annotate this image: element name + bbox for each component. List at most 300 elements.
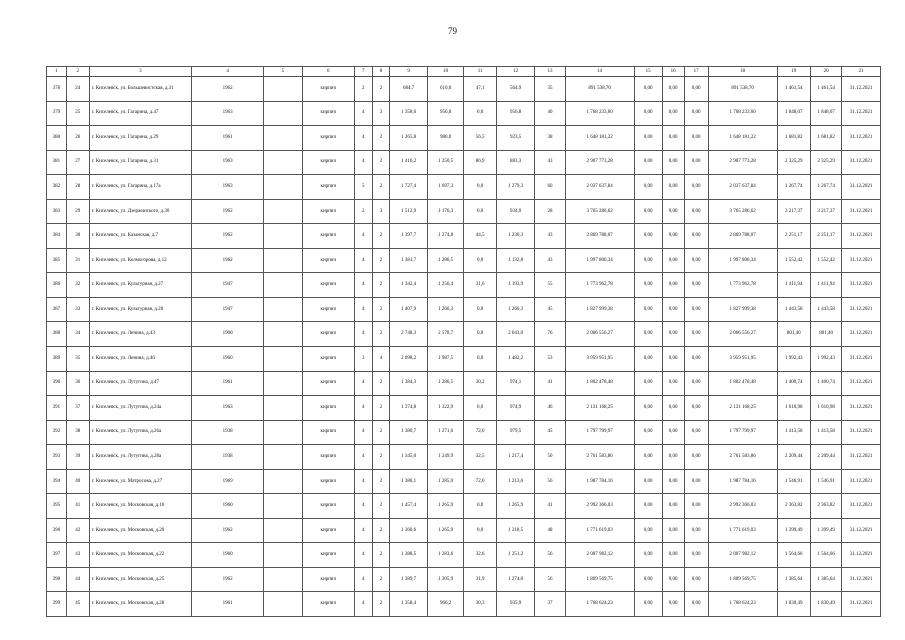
table-cell: 0,00 [662, 199, 684, 224]
column-header: 5 [264, 67, 303, 77]
table-cell: кирпич [302, 420, 354, 445]
table-cell: 3 959 951,95 [565, 347, 634, 372]
table-cell: 30,2 [464, 371, 496, 396]
column-header: 21 [842, 67, 881, 77]
table-cell: 0,00 [662, 126, 684, 151]
table-cell: 1 230,3 [496, 224, 535, 249]
table-cell: 5 [354, 175, 372, 200]
table-cell: 1 457,4 [390, 494, 428, 519]
table-cell: 31 [66, 248, 89, 273]
table-cell: 1 848,07 [777, 101, 810, 126]
table-cell: 46 [535, 396, 565, 421]
table-cell: 1 727,4 [390, 175, 428, 200]
table-cell: 31.12.2021 [842, 420, 881, 445]
table-cell: 384 [47, 224, 67, 249]
table-cell: 0,00 [684, 543, 708, 568]
address-cell: г. Киселевск, ул. Московская, д.28 [89, 592, 191, 617]
table-cell: 2 [372, 273, 390, 298]
table-cell: 31.12.2021 [842, 150, 881, 175]
table-cell: 388 [47, 322, 67, 347]
table-cell: 31.12.2021 [842, 175, 881, 200]
table-cell: 0,00 [634, 543, 662, 568]
table-cell: 3 765 286,62 [565, 199, 634, 224]
table-cell: 1 251,2 [496, 543, 535, 568]
table-cell: 31.12.2021 [842, 224, 881, 249]
table-cell: 2 251,17 [777, 224, 810, 249]
table-cell: кирпич [302, 248, 354, 273]
table-cell: 53 [535, 347, 565, 372]
table-cell: 31.12.2021 [842, 322, 881, 347]
table-cell: 35 [66, 347, 89, 372]
table-cell: 4 [354, 224, 372, 249]
table-cell: 1 773 962,78 [565, 273, 634, 298]
table-cell: 1 546,91 [777, 469, 810, 494]
table-cell: 37 [535, 592, 565, 617]
table-cell: 0,00 [634, 297, 662, 322]
table-cell: 0,0 [464, 322, 496, 347]
address-cell: г. Киселевск, ул. Гагарина, д.17а [89, 175, 191, 200]
table-cell: 1 768 233,60 [708, 101, 777, 126]
column-header: 15 [634, 67, 662, 77]
table-cell: 4 [354, 371, 372, 396]
table-cell: 1 386,1 [390, 469, 428, 494]
table-cell: 1 267,74 [810, 175, 841, 200]
table-cell: 1 256,4 [427, 273, 464, 298]
table-cell: 1 399,49 [777, 518, 810, 543]
table-cell: 3 959 951,95 [708, 347, 777, 372]
table-cell: 0,0 [464, 347, 496, 372]
table-cell: 1 267,74 [777, 175, 810, 200]
table-cell: 31,9 [464, 567, 496, 592]
table-row [47, 175, 881, 200]
table-cell: 1 399,49 [810, 518, 841, 543]
table-cell: 31.12.2021 [842, 273, 881, 298]
table-cell [264, 518, 303, 543]
table-cell: 4 [354, 101, 372, 126]
table-cell: 0,00 [634, 175, 662, 200]
table-cell: 43 [535, 224, 565, 249]
address-cell: г. Киселевск, ул. Казанская, д.7 [89, 224, 191, 249]
table-cell: 0,00 [662, 273, 684, 298]
table-cell: кирпич [302, 592, 354, 617]
table-row [47, 248, 881, 273]
table-cell: 24 [66, 77, 89, 102]
table-cell: 385 [47, 248, 67, 273]
table-cell: 0,00 [634, 592, 662, 617]
table-cell: 1 681,82 [777, 126, 810, 151]
table-cell: 1 265,9 [427, 494, 464, 519]
table-cell: 44,5 [464, 224, 496, 249]
table-cell: 1 827 999,38 [708, 297, 777, 322]
column-header: 20 [810, 67, 841, 77]
table-cell: 1 250,5 [427, 150, 464, 175]
table-cell: 72,0 [464, 420, 496, 445]
table-cell: 2 907 773,28 [565, 150, 634, 175]
table-cell: 4 [354, 126, 372, 151]
table-cell: 1961 [192, 126, 264, 151]
table-cell: 0,00 [634, 396, 662, 421]
table-cell: 1962 [192, 77, 264, 102]
column-header: 11 [464, 67, 496, 77]
table-cell: 0,00 [634, 347, 662, 372]
table-cell: 1 400,74 [810, 371, 841, 396]
table-cell: 684,7 [390, 77, 428, 102]
table-cell: 2 [372, 420, 390, 445]
table-cell: 956,8 [496, 101, 535, 126]
table-cell [264, 371, 303, 396]
table-cell: 396 [47, 518, 67, 543]
table-cell: 0,00 [684, 150, 708, 175]
table-cell: 0,00 [684, 445, 708, 470]
table-row [47, 396, 881, 421]
table-cell: 50 [535, 445, 565, 470]
table-cell: 0,00 [634, 224, 662, 249]
table-cell: 1961 [192, 592, 264, 617]
table-cell: 43 [535, 248, 565, 273]
table-cell: 1 213,0 [496, 469, 535, 494]
table-cell: 1 176,3 [427, 199, 464, 224]
table-cell: кирпич [302, 469, 354, 494]
column-header: 19 [777, 67, 810, 77]
table-cell: 398 [47, 567, 67, 592]
table-cell [264, 567, 303, 592]
table-cell: 2 761 583,86 [565, 445, 634, 470]
address-cell: г. Киселевск, ул. Гагарина, д.29 [89, 126, 191, 151]
table-cell: 1 443,58 [810, 297, 841, 322]
table-cell: 1 773 962,78 [708, 273, 777, 298]
table-cell: 0,00 [684, 126, 708, 151]
table-cell: кирпич [302, 150, 354, 175]
table-cell: 45 [66, 592, 89, 617]
table-cell: кирпич [302, 224, 354, 249]
table-cell: 0,0 [464, 248, 496, 273]
table-cell: 2 131 168,25 [565, 396, 634, 421]
table-cell: 0,00 [662, 224, 684, 249]
table-cell: 1 461,54 [810, 77, 841, 102]
table-cell: 0,00 [634, 371, 662, 396]
table-cell: 31.12.2021 [842, 347, 881, 372]
table-cell: 1 443,58 [777, 297, 810, 322]
table-cell: 0,00 [634, 567, 662, 592]
table-row [47, 77, 881, 102]
table-cell: 2 [372, 371, 390, 396]
table-cell: 44 [66, 567, 89, 592]
table-cell: 0,00 [662, 297, 684, 322]
table-cell: 2 251,17 [810, 224, 841, 249]
table-cell: 1 342,4 [390, 273, 428, 298]
table-cell: 31.12.2021 [842, 371, 881, 396]
table-row [47, 371, 881, 396]
table-cell: 32 [66, 273, 89, 298]
table-cell: 1 389,7 [390, 567, 428, 592]
table-cell: 1 286,5 [427, 248, 464, 273]
address-cell: г. Киселевск, ул. Московская, д.20 [89, 518, 191, 543]
table-cell: 35 [535, 77, 565, 102]
table-cell: 1 380,7 [390, 420, 428, 445]
table-cell: 2 [354, 199, 372, 224]
table-cell: 4 [354, 518, 372, 543]
table-cell [264, 126, 303, 151]
column-header: 17 [684, 67, 708, 77]
table-cell: 76 [535, 322, 565, 347]
table-cell: кирпич [302, 199, 354, 224]
table-cell: 0,00 [684, 77, 708, 102]
table-cell: 2 037 637,84 [565, 175, 634, 200]
table-cell: 1947 [192, 273, 264, 298]
table-cell [264, 77, 303, 102]
table-cell: 4 [354, 567, 372, 592]
table-cell: 1963 [192, 150, 264, 175]
table-cell: 28 [66, 175, 89, 200]
table-cell: 1963 [192, 101, 264, 126]
table-cell: 1 285,0 [427, 469, 464, 494]
table-cell: 393 [47, 445, 67, 470]
table-cell: 2 [372, 543, 390, 568]
table-cell: 1 411,94 [810, 273, 841, 298]
table-cell: 0,00 [684, 199, 708, 224]
address-cell: г. Киселевск, ул. Колмогорова, д.12 [89, 248, 191, 273]
table-cell: 3 217,37 [810, 199, 841, 224]
table-cell: 1 610,98 [777, 396, 810, 421]
table-cell: 0,00 [684, 175, 708, 200]
table-cell: 32,6 [464, 543, 496, 568]
table-cell: 60 [535, 175, 565, 200]
table-cell: 0,0 [464, 101, 496, 126]
table-cell: 3 [354, 347, 372, 372]
table-row [47, 273, 881, 298]
table-cell: 1 416,2 [390, 150, 428, 175]
table-cell: 2 325,29 [810, 150, 841, 175]
table-cell: 1 358,6 [390, 101, 428, 126]
table-cell: 2 007 982,12 [565, 543, 634, 568]
table-cell: 0,00 [634, 494, 662, 519]
address-cell: г. Киселевск, ул. Ленина, д.46 [89, 347, 191, 372]
table-cell: кирпич [302, 297, 354, 322]
table-row [47, 445, 881, 470]
column-header: 13 [535, 67, 565, 77]
table-cell [264, 199, 303, 224]
table-cell: 0,00 [662, 322, 684, 347]
table-cell: 0,00 [634, 322, 662, 347]
table-cell: 966,2 [427, 592, 464, 617]
table-cell: 2 [372, 150, 390, 175]
address-cell: г. Киселевск, ул. Московская, д.25 [89, 567, 191, 592]
table-cell: 1938 [192, 420, 264, 445]
table-cell [264, 322, 303, 347]
table-cell: 883,3 [496, 150, 535, 175]
table-cell: 1969 [192, 469, 264, 494]
table-cell: 1 265,9 [427, 518, 464, 543]
page-number: 79 [448, 26, 457, 36]
table-cell: 31,6 [464, 273, 496, 298]
table-cell: 394 [47, 469, 67, 494]
table-cell [264, 445, 303, 470]
table-cell: 2 992 366,03 [565, 494, 634, 519]
table-body [47, 77, 881, 617]
column-header: 3 [89, 67, 191, 77]
table-cell: 2 [372, 469, 390, 494]
table-cell: 0,00 [684, 273, 708, 298]
address-cell: г. Киселевск, ул. Матросова, д.27 [89, 469, 191, 494]
table-cell [264, 101, 303, 126]
table-cell: 0,00 [684, 297, 708, 322]
table-cell: 1962 [192, 199, 264, 224]
table-cell: 801,40 [777, 322, 810, 347]
table-cell: 2 [372, 297, 390, 322]
table-cell: 56 [535, 543, 565, 568]
table-cell: 0,0 [464, 199, 496, 224]
table-cell: 1 411,94 [777, 273, 810, 298]
table-row [47, 567, 881, 592]
table-cell: 2 [372, 175, 390, 200]
table-cell [264, 494, 303, 519]
table-cell: 41 [66, 494, 89, 519]
table-cell: 3 217,37 [777, 199, 810, 224]
table-cell: 1 381,7 [390, 248, 428, 273]
table-cell: 1 830,49 [777, 592, 810, 617]
table-cell: 1 217,4 [496, 445, 535, 470]
table-cell: 1 461,54 [777, 77, 810, 102]
table-cell: 55 [535, 273, 565, 298]
table-cell: 389 [47, 347, 67, 372]
table-cell: 1 218,5 [496, 518, 535, 543]
table-row [47, 494, 881, 519]
table-cell: 1 358,4 [390, 592, 428, 617]
table-cell: 1 512,9 [390, 199, 428, 224]
table-cell: 395 [47, 494, 67, 519]
table-cell: 1962 [192, 567, 264, 592]
table-cell: 31.12.2021 [842, 543, 881, 568]
table-cell: 31.12.2021 [842, 126, 881, 151]
table-cell: 1947 [192, 297, 264, 322]
table-cell: 4 [354, 494, 372, 519]
table-cell: 1 283,6 [427, 543, 464, 568]
table-cell: 27 [66, 150, 89, 175]
table-cell: 1 413,58 [777, 420, 810, 445]
table-cell: 39 [66, 445, 89, 470]
column-header: 2 [66, 67, 89, 77]
table-cell: 0,00 [634, 445, 662, 470]
table-cell: 2 363,82 [810, 494, 841, 519]
table-cell: 1 771 619,03 [708, 518, 777, 543]
table-cell: 891 538,70 [708, 77, 777, 102]
table-cell: 1962 [192, 518, 264, 543]
table-cell: 45 [535, 297, 565, 322]
table-cell: 1 305,9 [427, 567, 464, 592]
table-cell: 2 209,44 [777, 445, 810, 470]
table-cell: 0,00 [684, 469, 708, 494]
table-cell: 1960 [192, 543, 264, 568]
table-cell: 4 [354, 248, 372, 273]
table-cell: кирпич [302, 126, 354, 151]
table-cell: 32,5 [464, 445, 496, 470]
table-cell: 0,00 [634, 126, 662, 151]
column-header: 12 [496, 67, 535, 77]
table-cell: 386 [47, 273, 67, 298]
table-cell: 0,00 [662, 494, 684, 519]
table-cell: 0,00 [684, 371, 708, 396]
table-cell: 935,9 [496, 592, 535, 617]
table-cell: 30 [66, 224, 89, 249]
table-cell: 2 007 982,12 [708, 543, 777, 568]
table-cell: 0,00 [662, 175, 684, 200]
table-cell: 1962 [192, 224, 264, 249]
table-cell: 2 325,29 [777, 150, 810, 175]
table-cell: 1 648 181,22 [708, 126, 777, 151]
table-cell: 72,0 [464, 469, 496, 494]
table-cell: 1 768 624,23 [708, 592, 777, 617]
table-cell: 37 [66, 396, 89, 421]
table-cell: 2 [372, 592, 390, 617]
table-cell: 38 [66, 420, 89, 445]
address-cell: г. Киселевск, ул. Московская, д.22 [89, 543, 191, 568]
table-cell: 383 [47, 199, 67, 224]
table-cell: 2 066 556,27 [565, 322, 634, 347]
table-cell: кирпич [302, 101, 354, 126]
table-cell: 2 761 583,86 [708, 445, 777, 470]
header-row [47, 67, 881, 77]
table-cell: 31.12.2021 [842, 592, 881, 617]
table-cell: 1 265,9 [496, 494, 535, 519]
table-cell: 0,00 [662, 248, 684, 273]
table-cell: 1 848,07 [810, 101, 841, 126]
table-cell: 1 132,8 [496, 248, 535, 273]
table-cell: 1 400,74 [777, 371, 810, 396]
table-cell: 4 [354, 297, 372, 322]
table-cell: 31.12.2021 [842, 494, 881, 519]
table-cell: 4 [354, 469, 372, 494]
table-cell: 2 [372, 322, 390, 347]
table-cell [264, 592, 303, 617]
table-cell: 3 [372, 199, 390, 224]
table-cell: 0,0 [464, 494, 496, 519]
column-header: 14 [565, 67, 634, 77]
table-cell: 1 987,5 [427, 347, 464, 372]
table-cell: 2 [372, 396, 390, 421]
table-cell: 1 564,66 [810, 543, 841, 568]
table-cell: 31.12.2021 [842, 248, 881, 273]
table-cell [264, 420, 303, 445]
table-cell: 0,00 [634, 518, 662, 543]
table-row [47, 420, 881, 445]
table-cell: 1938 [192, 445, 264, 470]
table-cell: 378 [47, 77, 67, 102]
table-cell: 34 [66, 322, 89, 347]
table-cell: 0,00 [662, 101, 684, 126]
table-row [47, 543, 881, 568]
table-cell: кирпич [302, 396, 354, 421]
table-cell: 4 [354, 543, 372, 568]
table-cell: 0,00 [662, 592, 684, 617]
table-cell: 1963 [192, 396, 264, 421]
table-cell: 390 [47, 371, 67, 396]
table-cell [264, 396, 303, 421]
table-cell: 1 987 784,16 [708, 469, 777, 494]
table-row [47, 322, 881, 347]
table-row [47, 150, 881, 175]
table-cell: 380 [47, 126, 67, 151]
address-cell: г. Киселевск, ул. Лутугина, д.26а [89, 420, 191, 445]
table-cell: 41 [535, 371, 565, 396]
table-cell: 0,0 [464, 518, 496, 543]
table-cell: 1 345,0 [390, 445, 428, 470]
table-cell: 1 274,0 [496, 567, 535, 592]
table-cell: 0,00 [662, 77, 684, 102]
table-cell: 1 697,3 [427, 175, 464, 200]
table-cell: 891 538,70 [565, 77, 634, 102]
column-header: 7 [354, 67, 372, 77]
table-cell [264, 297, 303, 322]
